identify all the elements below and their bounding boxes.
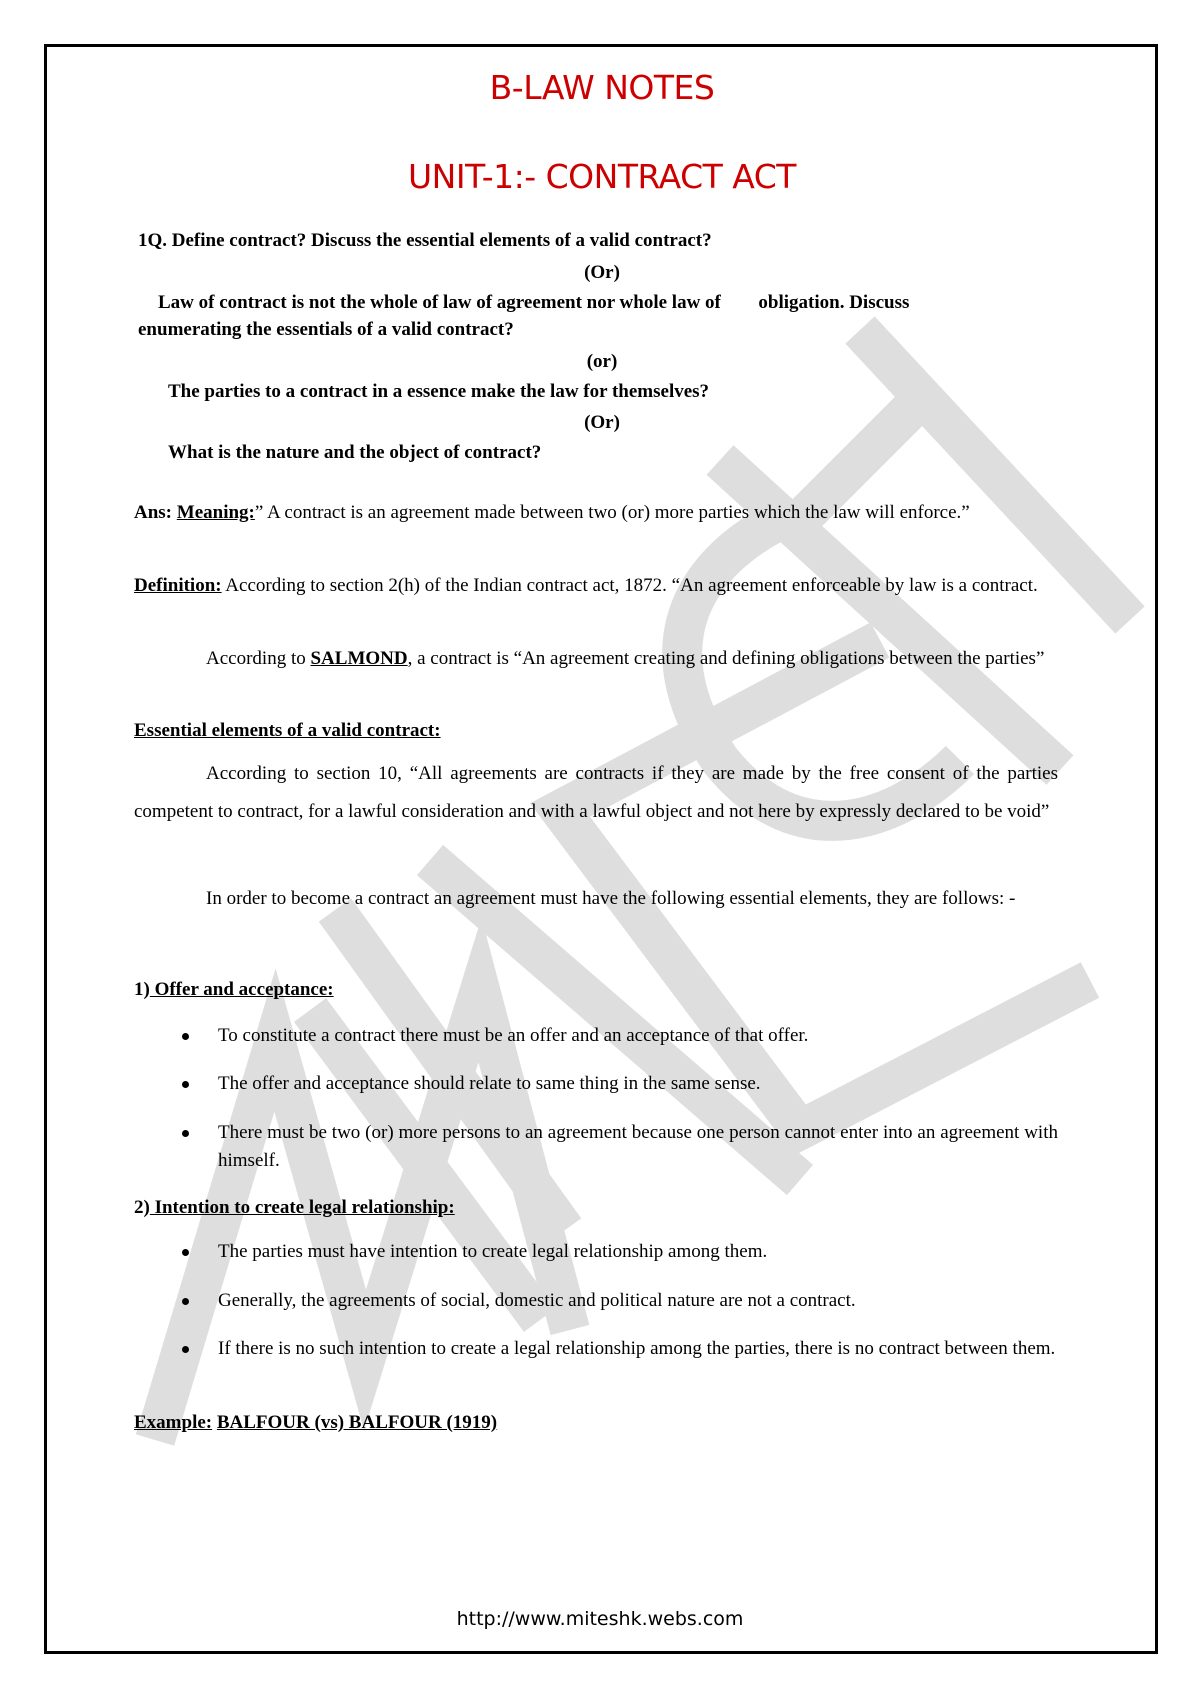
question-3: The parties to a contract in a essence make the law for themselves? (168, 381, 710, 402)
question-2-text-b: obligation. Discuss (758, 292, 910, 313)
section-1-number: 1) (134, 979, 150, 1000)
bullet-icon (182, 1081, 189, 1088)
question-4: What is the nature and the object of contract? (168, 442, 542, 463)
list-item: Generally, the agreements of social, domestic and political nature are not a contract. (182, 1287, 1058, 1315)
section-2-heading (134, 1193, 455, 1222)
list-item: If there is no such intention to create a legal relationship among the parties, there is no contract between them. (182, 1335, 1058, 1363)
list-item: The parties must have intention to create legal relationship among them. (182, 1238, 1058, 1266)
bullet-icon (182, 1033, 189, 1040)
example-line (134, 1408, 497, 1437)
section-1-heading (134, 975, 334, 1004)
meaning-text: ” A contract is an agreement made between two (or) more parties which the law will enforce.” (254, 502, 970, 523)
salmond-definition (134, 644, 1058, 673)
bullet-icon (182, 1130, 189, 1137)
or-separator-2: (or) (586, 351, 618, 372)
ans-label: Ans: (134, 502, 173, 523)
question-1: 1Q. Define contract? Discuss the essential elements of a valid contract? (138, 230, 712, 251)
intro-text: In order to become a contract an agreement must have the following essential elements, they are follows: - (206, 888, 1016, 909)
meaning-label: Meaning: (176, 502, 255, 523)
salmond-pre: According to (206, 648, 311, 669)
salmond-post: , a contract is “An agreement creating and defining obligations between the parties” (407, 648, 1045, 669)
example-label: Example: (134, 1412, 213, 1433)
definition-text: According to section 2(h) of the Indian contract act, 1872. “An agreement enforceable by law is a contract. (221, 575, 1038, 596)
unit-title: UNIT-1:- CONTRACT ACT (408, 157, 796, 196)
bullet-icon (182, 1346, 189, 1353)
section-1-title: Offer and acceptance: (149, 979, 334, 1000)
question-2-text-a: Law of contract is not the whole of law of agreement nor whole law of (158, 292, 721, 313)
list-item: To constitute a contract there must be an offer and an acceptance of that offer. (182, 1022, 1058, 1050)
bullet-icon (182, 1249, 189, 1256)
section-2-title: Intention to create legal relationship: (149, 1197, 455, 1218)
or-separator-1: (Or) (584, 262, 620, 283)
list-item: There must be two (or) more persons to an agreement because one person cannot enter into an agreement with himself. (182, 1119, 1058, 1175)
section-10-text: According to section 10, “All agreements are contracts if they are made by the free consent of the parties competent to contract, for a lawful consideration and with a lawful object and not here by expressly declared to be void” (134, 763, 1058, 822)
section-2-number: 2) (134, 1197, 150, 1218)
question-2-line-2: enumerating the essentials of a valid contract? (138, 319, 514, 340)
document-title: B-LAW NOTES (489, 68, 715, 107)
definition-label: Definition: (134, 575, 222, 596)
salmond-name: SALMOND (310, 648, 408, 669)
example-case: BALFOUR (vs) BALFOUR (1919) (216, 1412, 498, 1433)
list-item: The offer and acceptance should relate to same thing in the same sense. (182, 1070, 1058, 1098)
essentials-heading: Essential elements of a valid contract: (134, 720, 441, 741)
or-separator-3: (Or) (584, 412, 620, 433)
question-2-line-1 (158, 288, 1058, 317)
bullet-icon (182, 1298, 189, 1305)
answer-definition (134, 571, 1058, 600)
footer-url[interactable]: http://www.miteshk.webs.com (456, 1608, 744, 1630)
answer-meaning (134, 498, 1058, 527)
